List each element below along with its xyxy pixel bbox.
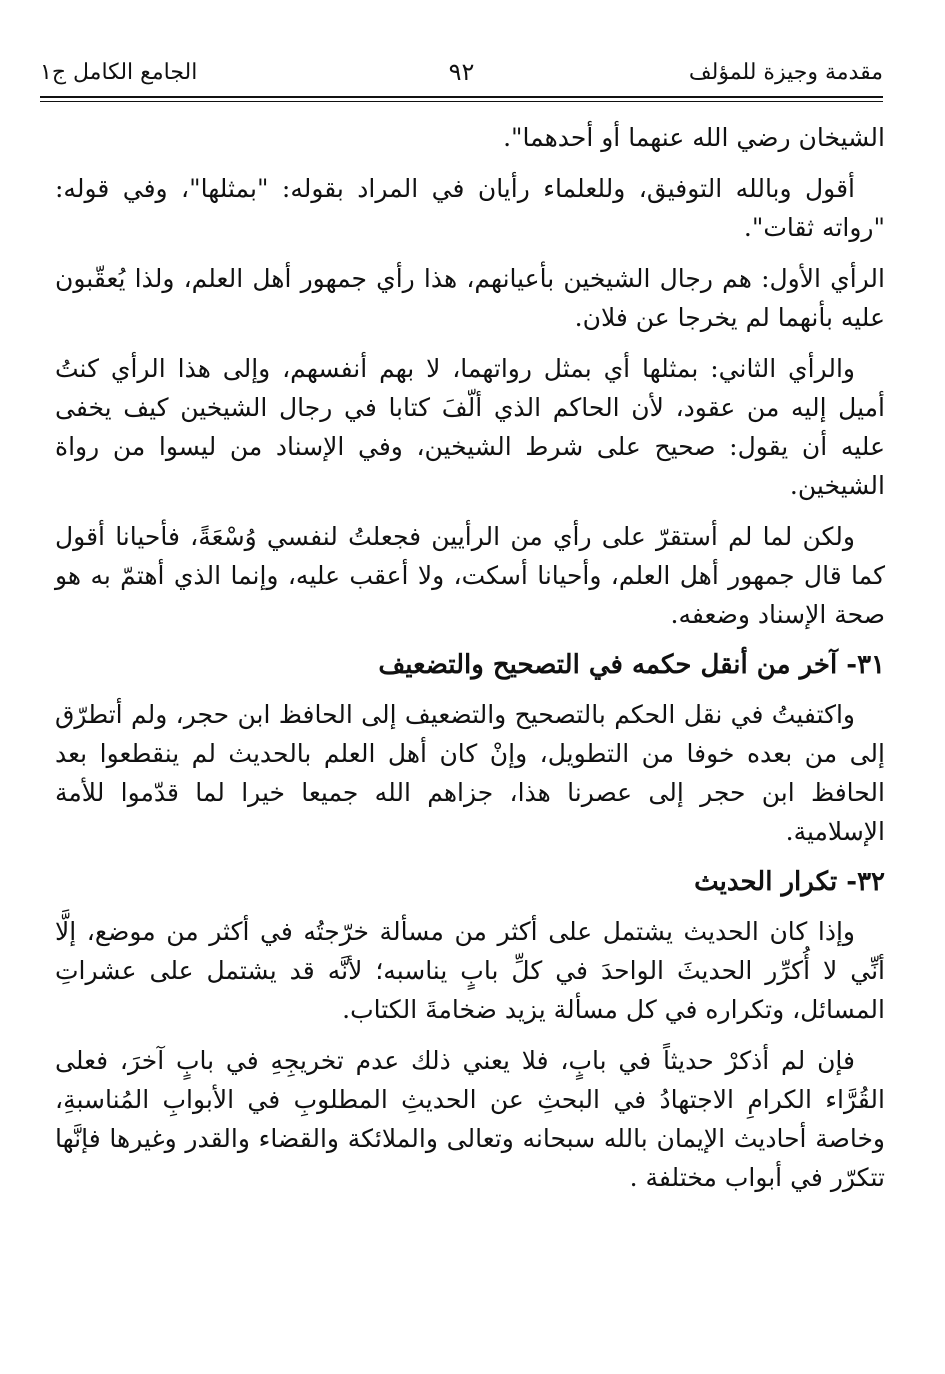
running-header — [40, 50, 883, 94]
header-rule-thick — [40, 96, 883, 98]
header-rule-thin — [40, 101, 883, 102]
paragraph: الشيخان رضي الله عنهما أو أحدهما". — [503, 123, 885, 152]
book-title: الجامع الكامل ج١ — [40, 59, 198, 85]
section-heading: ٣٢- تكرار الحديث — [694, 867, 885, 897]
paragraph: فإن لم أذكرْ حديثاً في بابٍ، فلا يعني ذلك عدم تخريجِهِ في بابٍ آخرَ، فعلى القُرَّاء الكرامِ الاجتهادُ في البحثِ عن الحديثِ المطلوبِ في الأبوابِ المُناسبةِ، وخاصة أحاديث الإيمان بالله سبحانه وتعالى والملائكة والقضاء والقدر وغيرها فإنَّها تتكرّر في أبواب مختلفة . — [55, 1046, 885, 1192]
paragraph: الرأي الأول: هم رجال الشيخين بأعيانهم، هذا رأي جمهور أهل العلم، ولذا يُعقّبون عليه بأنهما لم يخرجا عن فلان. — [55, 264, 885, 332]
paragraph: أقول وبالله التوفيق، وللعلماء رأيان في المراد بقوله: "بمثلها"، وفي قوله: "رواته ثقات". — [55, 174, 885, 242]
page-number: ٩٢ — [448, 58, 475, 86]
paragraph: وإذا كان الحديث يشتمل على أكثر من مسألة خرّجتُه في أكثر من موضع، إلَّا أنِّي لا أُكرِّر الحديثَ الواحدَ في كلِّ بابٍ يناسبه؛ لأنَّه قد يشتمل على عشراتِ المسائل، وتكراره في كل مسألة يزيد ضخامةَ الكتاب. — [55, 917, 885, 1024]
paragraph: واكتفيتُ في نقل الحكم بالتصحيح والتضعيف إلى الحافظ ابن حجر، ولم أتطرّق إلى من بعده خوفا من التطويل، وإنْ كان أهل العلم بالحديث لم ينقطعوا بعد الحافظ ابن حجر إلى عصرنا هذا، جزاهم الله جميعا خيرا لما قدّموا للأمة الإسلامية. — [55, 700, 885, 846]
paragraph: والرأي الثاني: بمثلها أي بمثل رواتهما، لا بهم أنفسهم، وإلى هذا الرأي كنتُ أميل إليه من عقود، لأن الحاكم الذي ألّفَ كتابا في رجال الشيخين كيف يخفى عليه أن يقول: صحيح على شرط الشيخين، وفي الإسناد من ليسوا من رواة الشيخين. — [55, 354, 885, 500]
paragraph: ولكن لما لم أستقرّ على رأي من الرأيين فجعلتُ لنفسي وُسْعَةً، فأحيانا أقول كما قال جمهور أهل العلم، وأحيانا أسكت، ولا أعقب عليه، وإنما الذي أهتمّ به هو صحة الإسناد وضعفه. — [55, 522, 885, 629]
page-body — [55, 118, 885, 1209]
section-heading: ٣١- آخر من أنقل حكمه في التصحيح والتضعيف — [378, 650, 885, 680]
chapter-title: مقدمة وجيزة للمؤلف — [688, 59, 883, 85]
